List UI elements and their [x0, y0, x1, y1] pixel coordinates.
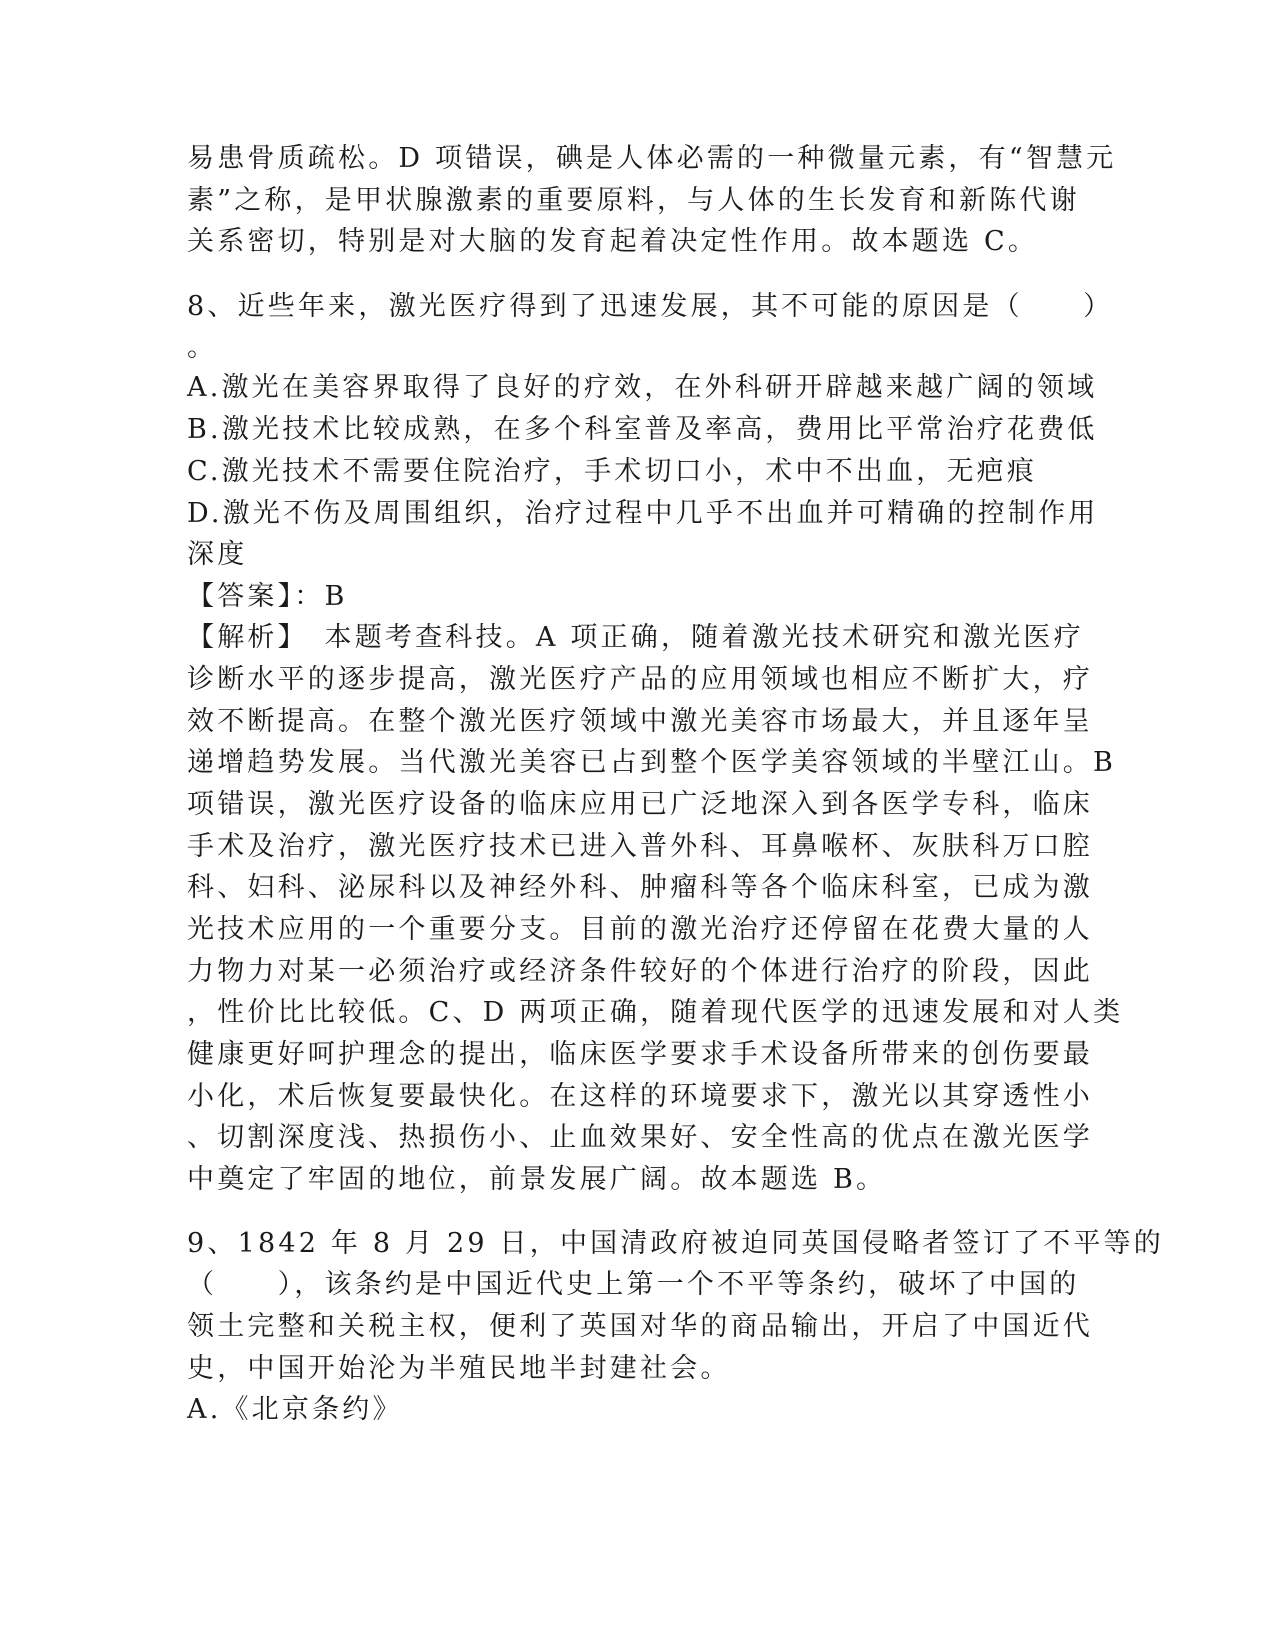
- text-line: 易患骨质疏松。D 项错误，碘是人体必需的一种微量元素，有“智慧元: [187, 143, 1117, 174]
- question-8-analysis: 诊断水平的逐步提高，激光医疗产品的应用领域也相应不断扩大，疗: [187, 664, 1093, 695]
- text-line: 素”之称，是甲状腺激素的重要原料，与人体的生长发育和新陈代谢: [187, 185, 1080, 216]
- question-8-analysis: 小化，术后恢复要最快化。在这样的环境要求下，激光以其穿透性小: [187, 1081, 1093, 1112]
- question-8-analysis: 光技术应用的一个重要分支。目前的激光治疗还停留在花费大量的人: [187, 914, 1093, 945]
- question-8-analysis: 力物力对某一必须治疗或经济条件较好的个体进行治疗的阶段，因此: [187, 956, 1093, 987]
- question-8-option-d: 深度: [187, 539, 248, 570]
- question-8-analysis: 【解析】 本题考查科技。A 项正确，随着激光技术研究和激光医疗: [187, 622, 1084, 653]
- question-9-option-a: A.《北京条约》: [187, 1394, 403, 1425]
- question-9-stem: 9、1842 年 8 月 29 日，中国清政府被迫同英国侵略者签订了不平等的: [187, 1228, 1164, 1259]
- question-9-stem: 史，中国开始沦为半殖民地半封建社会。: [187, 1353, 731, 1384]
- question-8-analysis: 中奠定了牢固的地位，前景发展广阔。故本题选 B。: [187, 1164, 887, 1195]
- question-8-option-d: D.激光不伤及周围组织，治疗过程中几乎不出血并可精确的控制作用: [187, 498, 1099, 529]
- question-8-answer: 【答案】：B: [187, 581, 348, 612]
- question-8-analysis: 科、妇科、泌尿科以及神经外科、肿瘤科等各个临床科室，已成为激: [187, 872, 1093, 903]
- question-8-analysis: 递增趋势发展。当代激光美容已占到整个医学美容领域的半壁江山。B: [187, 747, 1117, 778]
- question-8-analysis: 手术及治疗，激光医疗技术已进入普外科、耳鼻喉杯、灰肤科万口腔: [187, 831, 1093, 862]
- question-9-stem: 领土完整和关税主权，便利了英国对华的商品输出，开启了中国近代: [187, 1311, 1093, 1342]
- question-8-analysis: 效不断提高。在整个激光医疗领域中激光美容市场最大，并且逐年呈: [187, 706, 1093, 737]
- question-8-stem: 8、近些年来，激光医疗得到了迅速发展，其不可能的原因是（ ）: [187, 291, 1114, 322]
- question-8-stem: 。: [187, 332, 218, 363]
- question-8-option-c: C.激光技术不需要住院治疗，手术切口小，术中不出血，无疤痕: [187, 456, 1038, 487]
- text-line: 关系密切，特别是对大脑的发育起着决定性作用。故本题选 C。: [187, 226, 1039, 257]
- question-8-analysis: 健康更好呵护理念的提出，临床医学要求手术设备所带来的创伤要最: [187, 1039, 1093, 1070]
- question-8-option-b: B.激光技术比较成熟，在多个科室普及率高，费用比平常治疗花费低: [187, 414, 1098, 445]
- question-8-analysis: 项错误，激光医疗设备的临床应用已广泛地深入到各医学专科，临床: [187, 789, 1093, 820]
- question-8-analysis: 、切割深度浅、热损伤小、止血效果好、安全性高的优点在激光医学: [187, 1122, 1093, 1153]
- question-9-stem: （ ），该条约是中国近代史上第一个不平等条约，破坏了中国的: [187, 1269, 1080, 1300]
- question-8-analysis: ，性价比比较低。C、D 两项正确，随着现代医学的迅速发展和对人类: [187, 997, 1124, 1028]
- question-8-option-a: A.激光在美容界取得了良好的疗效，在外科研开辟越来越广阔的领域: [187, 372, 1098, 403]
